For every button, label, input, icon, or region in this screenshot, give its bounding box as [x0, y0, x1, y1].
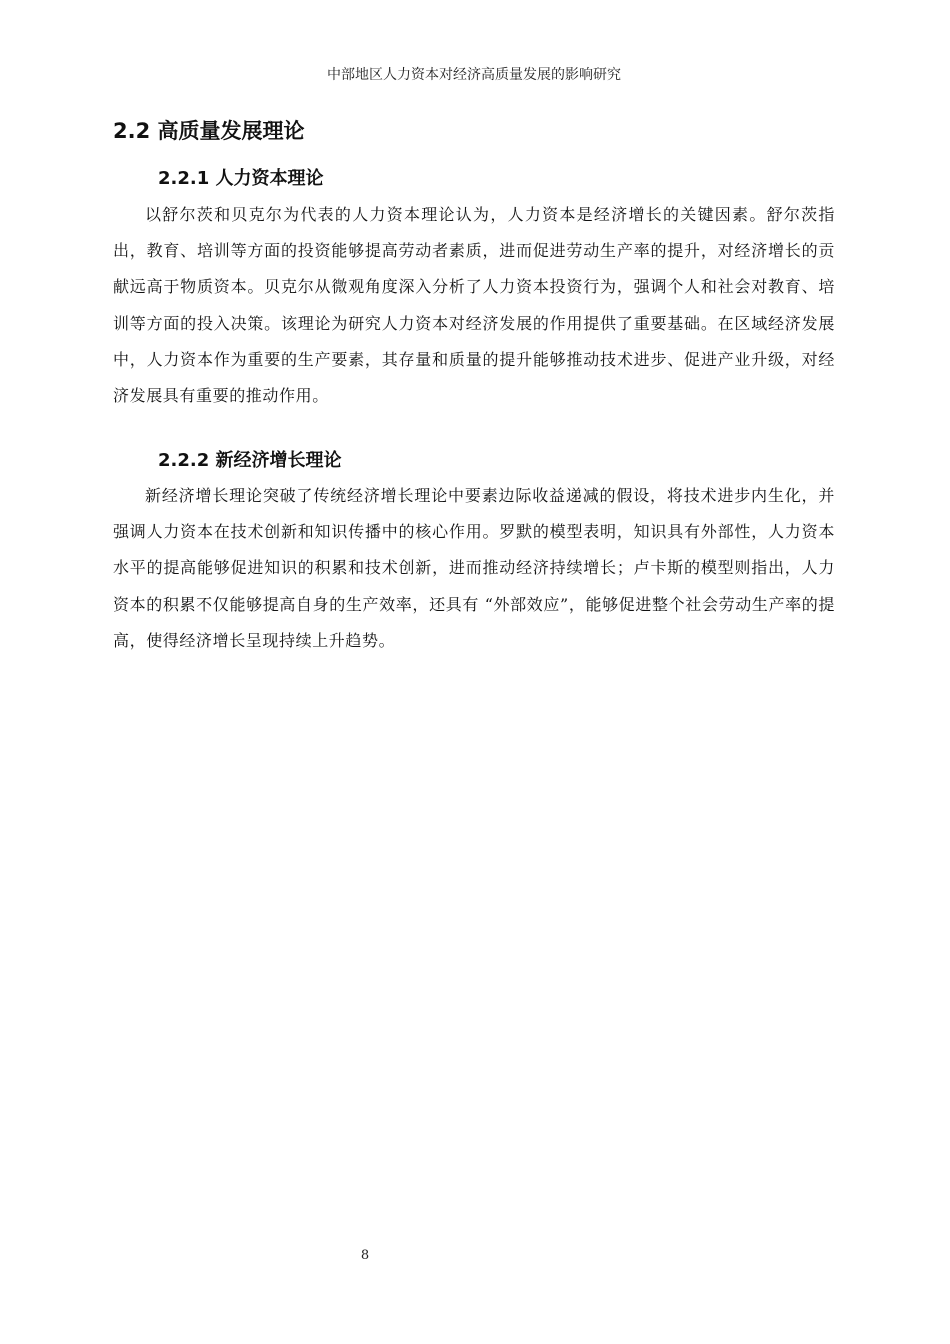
- subsection-heading-new-growth: 2.2.2 新经济增长理论: [158, 450, 342, 471]
- section-heading: 2.2 高质量发展理论: [113, 119, 305, 143]
- paragraph-human-capital: 以舒尔茨和贝克尔为代表的人力资本理论认为，人力资本是经济增长的关键因素。舒尔茨指出，教育、培训等方面的投资能够提高劳动者素质，进而促进劳动生产率的提升，对经济增长的贡献远高于物质资本。贝克尔从微观角度深入分析了人力资本投资行为，强调个人和社会对教育、培训等方面的投入决策。该理论为研究人力资本对经济发展的作用提供了重要基础。在区域经济发展中，人力资本作为重要的生产要素，其存量和质量的提升能够推动技术进步、促进产业升级，对经济发展具有重要的推动作用。: [113, 205, 835, 406]
- paragraph-new-growth: 新经济增长理论突破了传统经济增长理论中要素边际收益递减的假设，将技术进步内生化，并强调人力资本在技术创新和知识传播中的核心作用。罗默的模型表明，知识具有外部性，人力资本水平的提高能够促进知识的积累和技术创新，进而推动经济持续增长；卢卡斯的模型则指出，人力资本的积累不仅能够提高自身的生产效率，还具有 “外部效应”，能够促进整个社会劳动生产率的提高，使得经济增长呈现持续上升趋势。: [113, 486, 835, 650]
- running-header: 中部地区人力资本对经济高质量发展的影响研究: [327, 67, 621, 83]
- header-divider: [113, 95, 835, 96]
- page-number: 8: [360, 1248, 370, 1263]
- subsection-heading-human-capital: 2.2.1 人力资本理论: [158, 168, 324, 189]
